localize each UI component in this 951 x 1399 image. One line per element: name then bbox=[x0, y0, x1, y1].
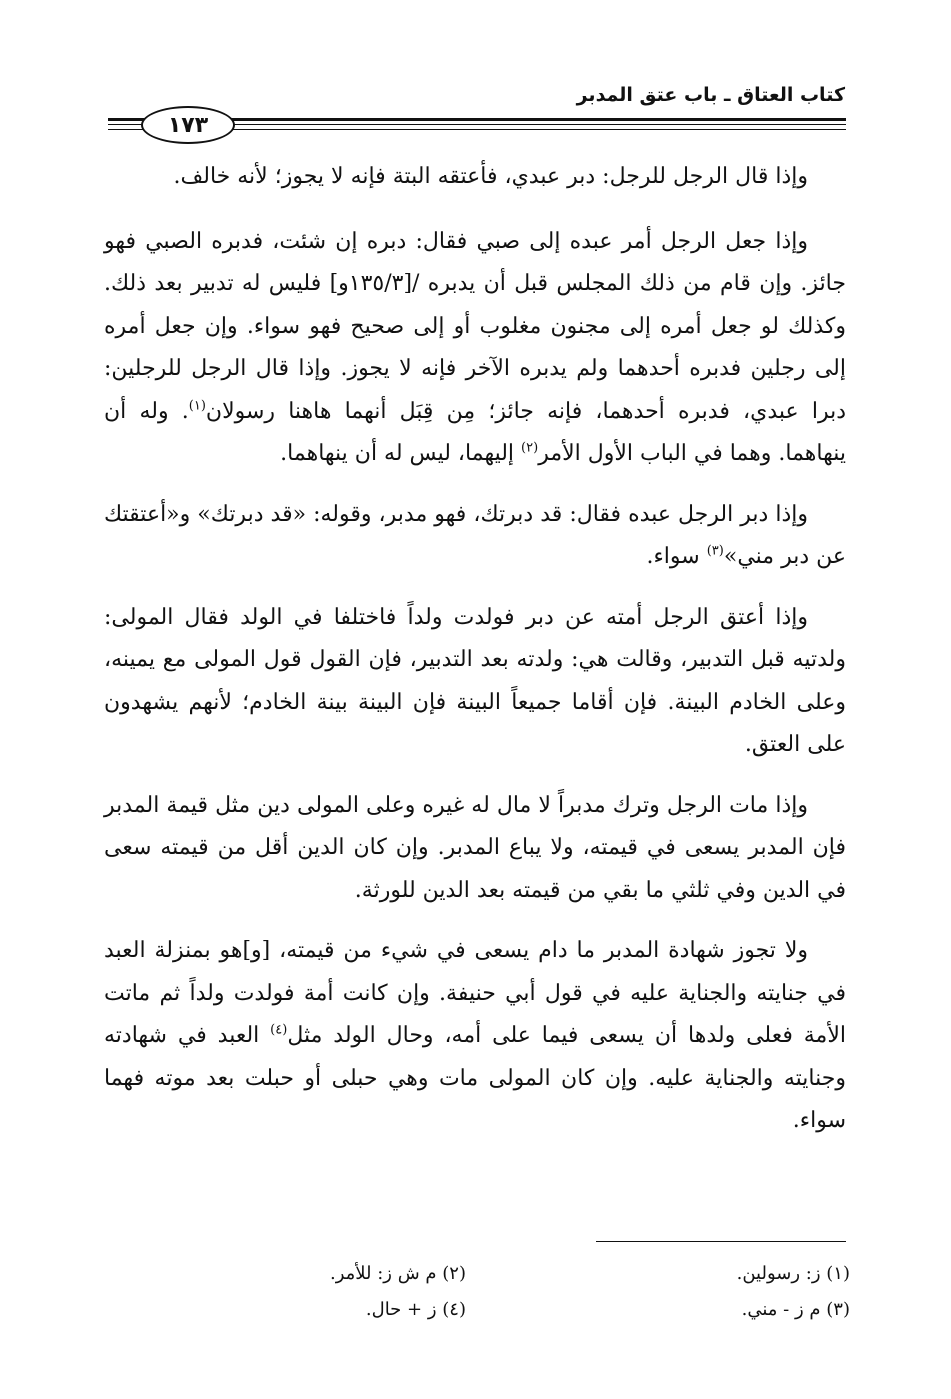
footnote-separator bbox=[596, 1241, 846, 1242]
paragraph-3-text-end: سواء. bbox=[646, 544, 707, 569]
paragraph-6 bbox=[104, 930, 846, 1143]
paragraph-6-text: ولا تجوز شهادة المدبر ما دام يسعى في شيء من قيمته، [و]هو بمنزلة العبد في جنايته والجناية عليه في قول أبي حنيفة. وإن كانت أمة فولدت ولداً ثم ماتت الأمة فعلى ولدها أن يسعى فيما على أمه، وحال الولد مثل bbox=[104, 938, 846, 1048]
footnote-2-text: م ش ز: للأمر. bbox=[329, 1263, 437, 1284]
paragraph-2 bbox=[104, 221, 846, 476]
footnote-ref-2: (٢) bbox=[521, 440, 539, 456]
footnote-1-number: (١) bbox=[826, 1263, 850, 1284]
footnote-3 bbox=[742, 1292, 850, 1328]
footnote-4 bbox=[366, 1292, 466, 1328]
paragraph-3-text: وإذا دبر الرجل عبده فقال: قد دبرتك، فهو مدبر، وقوله: «قد دبرتك» و«أعتقتك عن دبر مني» bbox=[104, 501, 846, 569]
paragraph-3 bbox=[104, 494, 846, 579]
paragraph-2-text-cont: . وله أن ينهاهما. وهما في الباب الأول الأمر bbox=[104, 398, 846, 466]
footnote-3-text: م ز - مني. bbox=[741, 1299, 821, 1320]
footnote-1-text: ز: رسولين. bbox=[736, 1263, 821, 1284]
footnote-2 bbox=[330, 1256, 466, 1292]
page-number: ١٧٣ bbox=[167, 112, 209, 138]
paragraph-1: وإذا قال الرجل للرجل: دبر عبدي، فأعتقه البتة فإنه لا يجوز؛ لأنه خالف. bbox=[173, 164, 808, 189]
footnote-ref-1: (١) bbox=[188, 398, 206, 414]
paragraph-5: وإذا مات الرجل وترك مدبراً لا مال له غيره وعلى المولى دين مثل قيمة المدبر فإن المدبر يسعى في قيمته، ولا يباع المدبر. وإن كان الدين أقل من قيمته سعى في الدين وفي ثلثي ما بقي من قيمته بعد الدين للورثة. bbox=[104, 792, 846, 903]
footnote-4-text: ز + حال. bbox=[365, 1299, 437, 1320]
footnote-4-number: (٤) bbox=[442, 1299, 466, 1320]
page-number-badge bbox=[141, 106, 235, 144]
main-text bbox=[104, 156, 846, 1161]
paragraph-2-text-end: إليهما، ليس له أن ينهاهما. bbox=[280, 441, 522, 466]
footnote-2-number: (٢) bbox=[442, 1263, 466, 1284]
footnote-ref-4: (٤) bbox=[270, 1022, 288, 1038]
paragraph-2-text: وإذا جعل الرجل أمر عبده إلى صبي فقال: دبره إن شئت، فدبره الصبي فهو جائز. وإن قام من ذلك المجلس قبل أن يدبره /[١٣٥/٣و] فليس له تدبير بعد ذلك. وكذلك لو جعل أمره إلى مجنون مغلوب أو إلى صحيح فهو سواء. وإن جعل أمره إلى رجلين فدبره أحدهما ولم يدبره الآخر فإنه لا يجوز. وإذا قال الرجل للرجلين: دبرا عبدي، فدبره أحدهما، فإنه جائز؛ مِن قِبَل أنهما هاهنا رسولان bbox=[104, 228, 847, 424]
footnote-3-number: (٣) bbox=[826, 1299, 850, 1320]
running-title: كتاب العتاق ـ باب عتق المدبر bbox=[576, 84, 845, 106]
paragraph-4: وإذا أعتق الرجل أمته عن دبر فولدت ولداً فاختلفا في الولد فقال المولى: ولدتيه قبل التدبير، وقالت هي: ولدته بعد التدبير، فإن القول قول المولى مع يمينه، وعلى الخادم البينة. فإن أقاما جميعاً البينة فإن البينة بينة الخادم؛ لأنهم يشهدون على العتق. bbox=[104, 604, 846, 757]
footnote-ref-3: (٣) bbox=[706, 543, 724, 559]
paragraph-6-text-end: العبد في شهادته وجنايته والجناية عليه. وإن كان المولى مات وهي حبلى أو حبلت بعد موته فهما سواء. bbox=[104, 1023, 846, 1133]
footnote-1 bbox=[737, 1256, 850, 1292]
